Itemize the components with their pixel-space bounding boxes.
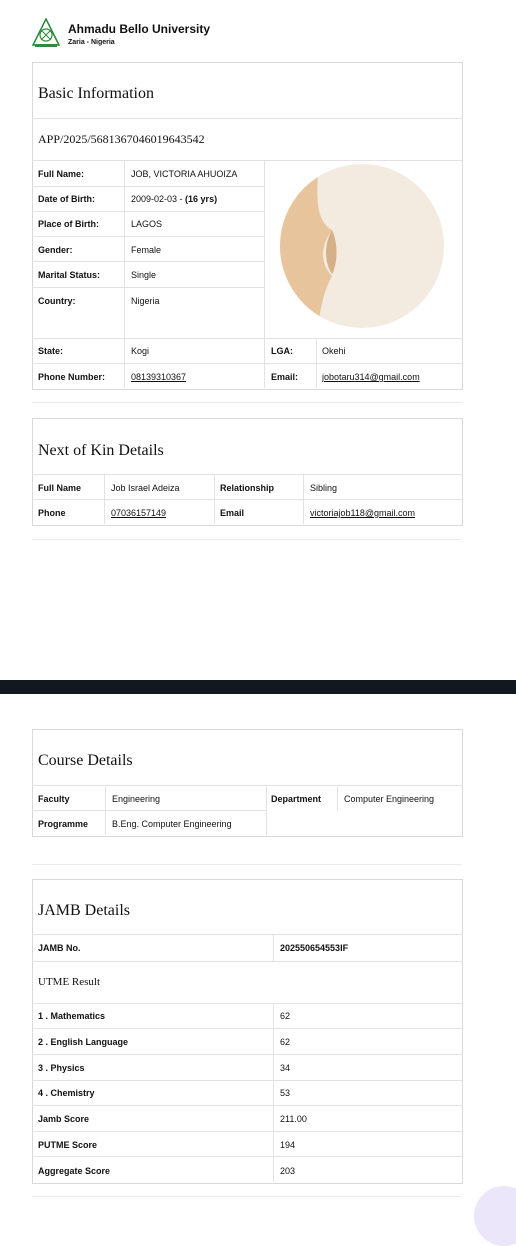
putme-score-value: 194 — [280, 1140, 296, 1150]
marital-status-label: Marital Status: — [38, 270, 101, 280]
programme-label: Programme — [38, 819, 89, 829]
lga-value: Okehi — [322, 346, 346, 356]
putme-score-label: PUTME Score — [38, 1140, 98, 1150]
jamb-number-label: JAMB No. — [38, 943, 81, 953]
subject-name: 1 . Mathematics — [38, 1011, 106, 1021]
university-header — [32, 18, 332, 54]
subject-score: 62 — [280, 1011, 291, 1021]
subject-score: 53 — [280, 1088, 291, 1098]
pob-label: Place of Birth: — [38, 219, 100, 229]
state-value: Kogi — [131, 346, 150, 356]
passport-photo — [280, 164, 444, 328]
kin-email-link[interactable]: victoriajob118@gmail.com — [310, 508, 416, 518]
subject-name: 4 . Chemistry — [38, 1088, 95, 1098]
jamb-number-value: 202550654553IF — [280, 943, 349, 953]
kin-full-name-value: Job Israel Adeiza — [111, 483, 180, 493]
university-name: Ahmadu Bello University — [68, 22, 211, 36]
email-label: Email: — [271, 372, 299, 382]
kin-email-label: Email — [220, 508, 245, 518]
basic-information-title: Basic Information — [38, 85, 154, 102]
dob-date: 2009-02-03 - — [131, 194, 186, 204]
country-value: Nigeria — [131, 296, 160, 306]
photo-person-icon — [280, 164, 444, 328]
jamb-score-value: 211.00 — [280, 1114, 307, 1124]
programme-value: B.Eng. Computer Engineering — [112, 819, 232, 829]
marital-status-value: Single — [131, 270, 157, 280]
subject-score: 62 — [280, 1037, 291, 1047]
subject-score: 34 — [280, 1063, 291, 1073]
jamb-details-card — [32, 879, 463, 1184]
gender-label: Gender: — [38, 245, 73, 255]
dob-value — [131, 194, 217, 204]
jamb-details-title: JAMB Details — [38, 902, 130, 919]
aggregate-score-label: Aggregate Score — [38, 1166, 111, 1176]
kin-phone-link[interactable]: 07036157149 — [111, 508, 167, 518]
floating-action-button[interactable] — [474, 1186, 516, 1246]
phone-label: Phone Number: — [38, 372, 106, 382]
kin-relationship-label: Relationship — [220, 483, 275, 493]
country-label: Country: — [38, 296, 76, 306]
application-number: APP/2025/5681367046019643542 — [38, 132, 205, 146]
page-break-band — [0, 680, 516, 694]
full-name-label: Full Name: — [38, 169, 85, 179]
lga-label: LGA: — [271, 346, 293, 356]
dob-label: Date of Birth: — [38, 194, 95, 204]
dob-age: (16 yrs) — [185, 194, 218, 204]
kin-phone-label: Phone — [38, 508, 66, 518]
kin-full-name-label: Full Name — [38, 483, 82, 493]
department-value: Computer Engineering — [344, 794, 435, 804]
jamb-score-label: Jamb Score — [38, 1114, 90, 1124]
email-link[interactable]: jobotaru314@gmail.com — [322, 372, 420, 382]
subject-name: 3 . Physics — [38, 1063, 85, 1073]
course-details-title: Course Details — [38, 752, 133, 769]
faculty-label: Faculty — [38, 794, 70, 804]
state-label: State: — [38, 346, 64, 356]
university-logo-icon — [32, 18, 60, 48]
subject-name: 2 . English Language — [38, 1037, 129, 1047]
university-location: Zaria - Nigeria — [68, 39, 115, 46]
phone-link[interactable]: 08139310367 — [131, 372, 187, 382]
next-of-kin-title: Next of Kin Details — [38, 442, 164, 459]
course-details-card — [32, 729, 463, 837]
kin-relationship-value: Sibling — [310, 483, 338, 493]
utme-result-label: UTME Result — [38, 976, 101, 988]
department-label: Department — [271, 794, 322, 804]
aggregate-score-value: 203 — [280, 1166, 296, 1176]
pob-value: LAGOS — [131, 219, 163, 229]
full-name-value: JOB, VICTORIA AHUOIZA — [131, 169, 238, 179]
gender-value: Female — [131, 245, 162, 255]
faculty-value: Engineering — [112, 794, 161, 804]
